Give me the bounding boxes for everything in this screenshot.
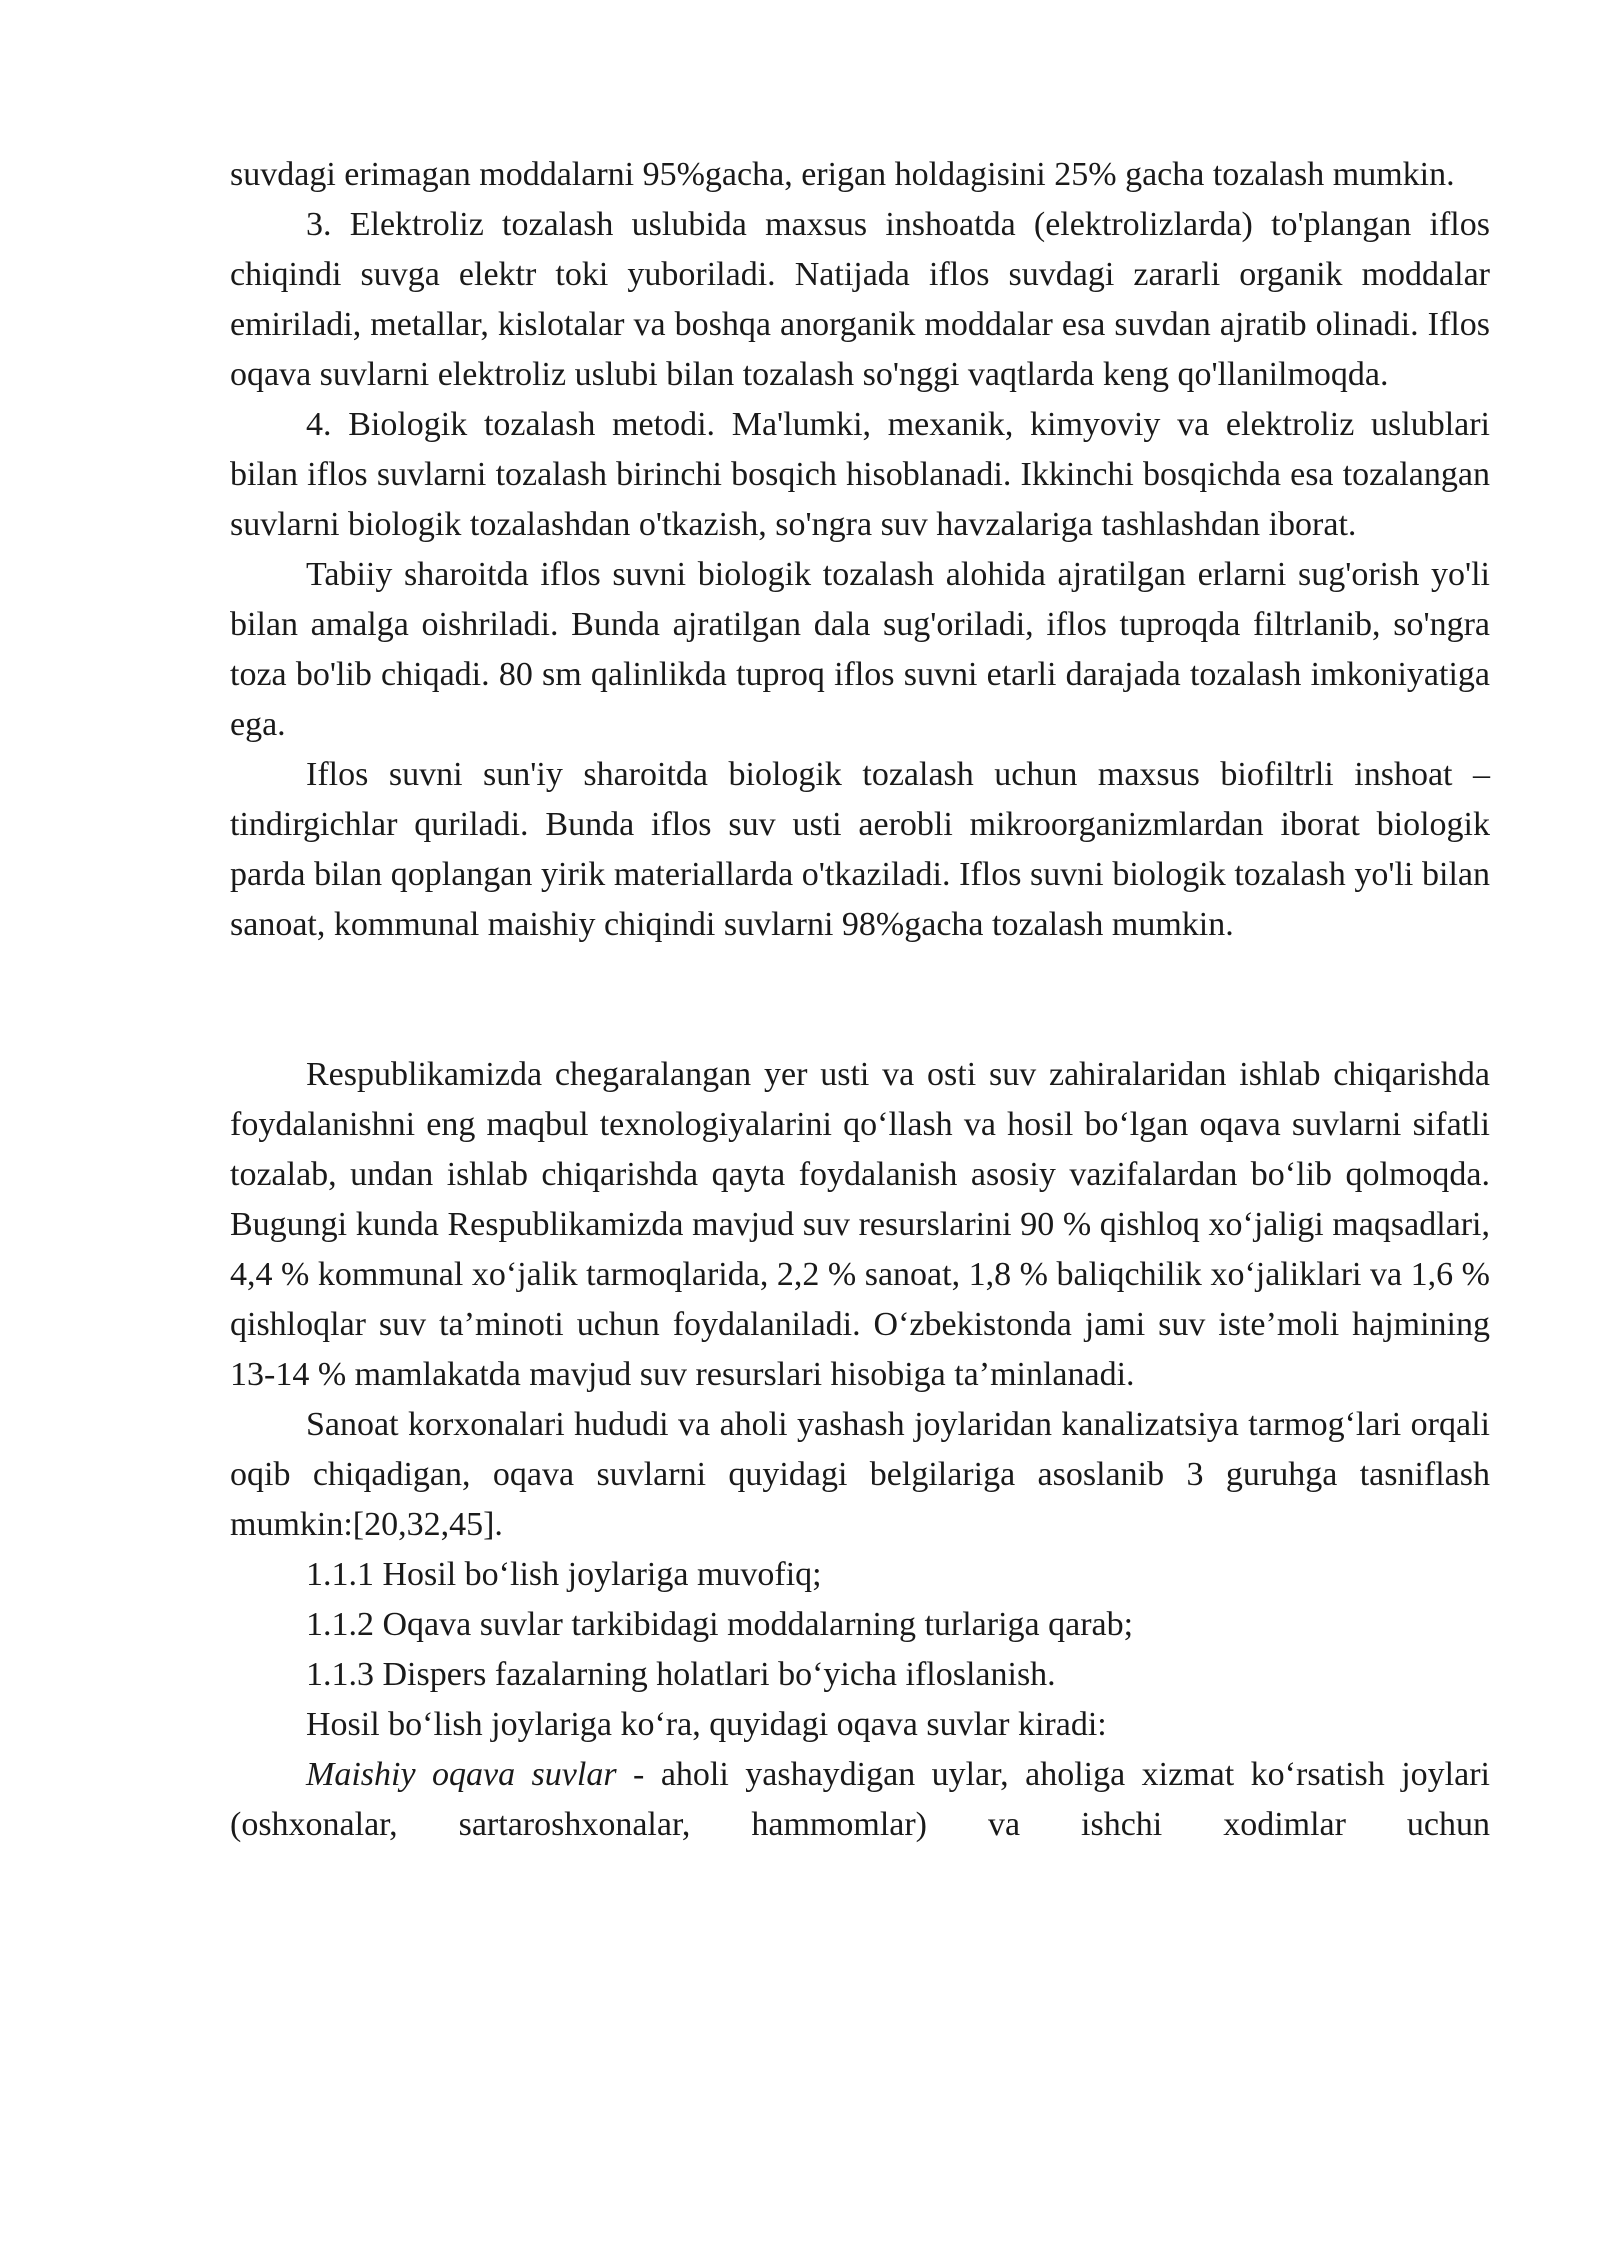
paragraph-biological-method: 4. Biologik tozalash metodi. Ma'lumki, mexanik, kimyoviy va elektroliz uslublari bilan iflos suvlarni tozalash birinchi bosqich hisoblanadi. Ikkinchi bosqichda esa tozalangan suvlarni biologik tozalashdan o'tkazish, so'ngra suv havzalariga tashlashdan iborat. bbox=[230, 406, 1490, 543]
document-page bbox=[230, 150, 1490, 1850]
list-item-substance-types: 1.1.2 Oqava suvlar tarkibidagi moddalarning turlariga qarab; bbox=[306, 1606, 1134, 1643]
term-domestic-wastewater: Maishiy oqava suvlar bbox=[306, 1756, 617, 1793]
paragraph-classification: Sanoat korxonalari hududi va aholi yashash joylaridan kanalizatsiya tarmog‘lari orqali oqib chiqadigan, oqava suvlarni quyidagi belgilariga asoslanib 3 guruhga tasniflash mumkin:[20,32,45]. bbox=[230, 1406, 1490, 1543]
paragraph-natural-conditions: Tabiiy sharoitda iflos suvni biologik tozalash alohida ajratilgan erlarni sug'orish yo'li bilan amalga oishriladi. Bunda ajratilgan dala sug'oriladi, iflos tuproqda filtrlanib, so'ngra toza bo'lib chiqadi. 80 sm qalinlikda tuproq iflos suvni etarli darajada tozalash imkoniyatiga ega. bbox=[230, 556, 1490, 743]
section-spacer bbox=[230, 950, 1490, 1050]
paragraph-continuation: suvdagi erimagan moddalarni 95%gacha, erigan holdagisini 25% gacha tozalash mumkin. bbox=[230, 156, 1455, 193]
domestic-wastewater-definition: - aholi yashaydigan uylar, aholiga xizmat ko‘rsatish joylari (oshxonalar, sartaroshxonalar, hammomlar) va ishchi xodimlar uchun bbox=[230, 1756, 1490, 1843]
list-item-formation-places: 1.1.1 Hosil bo‘lish joylariga muvofiq; bbox=[306, 1556, 822, 1593]
list-item-dispersed-phases: 1.1.3 Dispers fazalarning holatlari bo‘yicha ifloslanish. bbox=[306, 1656, 1056, 1693]
paragraph-electrolysis: 3. Elektroliz tozalash uslubida maxsus inshoatda (elektrolizlarda) to'plangan iflos chiqindi suvga elektr toki yuboriladi. Natijada iflos suvdagi zararli organik moddalar emiriladi, metallar, kislotalar va boshqa anorganik moddalar esa suvdan ajratib olinadi. Iflos oqava suvlarni elektroliz uslubi bilan tozalash so'nggi vaqtlarda keng qo'llanilmoqda. bbox=[230, 206, 1490, 393]
paragraph-artificial-conditions: Iflos suvni sun'iy sharoitda biologik tozalash uchun maxsus biofiltrli inshoat – tindirgichlar quriladi. Bunda iflos suv usti aerobli mikroorganizmlardan iborat biologik parda bilan qoplangan yirik materiallarda o'tkaziladi. Iflos suvni biologik tozalash yo'li bilan sanoat, kommunal maishiy chiqindi suvlarni 98%gacha tozalash mumkin. bbox=[230, 756, 1490, 943]
paragraph-republic-water: Respublikamizda chegaralangan yer usti va osti suv zahiralaridan ishlab chiqarishda foydalanishni eng maqbul texnologiyalarini qo‘llash va hosil bo‘lgan oqava suvlarni sifatli tozalab, undan ishlab chiqarishda qayta foydalanish asosiy vazifalardan bo‘lib qolmoqda. Bugungi kunda Respublikamizda mavjud suv resurslarini 90 % qishloq xo‘jaligi maqsadlari, 4,4 % kommunal xo‘jalik tarmoqlarida, 2,2 % sanoat, 1,8 % baliqchilik xo‘jaliklari va 1,6 % qishloqlar suv ta’minoti uchun foydalaniladi. O‘zbekistonda jami suv iste’moli hajmining 13-14 % mamlakatda mavjud suv resurslari hisobiga ta’minlanadi. bbox=[230, 1056, 1490, 1393]
paragraph-formation-intro: Hosil bo‘lish joylariga ko‘ra, quyidagi oqava suvlar kiradi: bbox=[306, 1706, 1107, 1743]
paragraph-domestic-wastewater bbox=[230, 1750, 1490, 1850]
